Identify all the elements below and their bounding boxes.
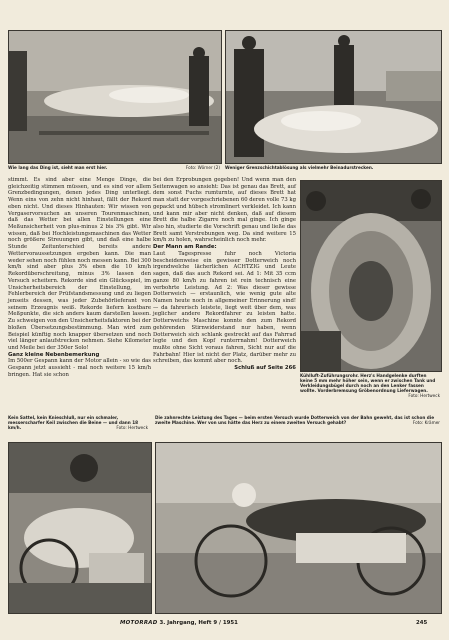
caption-text: Die zahnrechte Leistung des Tages — beim ersten Versuch wurde Dotterweich von der Bahn geweht, das ist schon die zweite Maschine. Wer von uns hätte das Herz zu einem zweiten Versuch gehabt?	[155, 415, 435, 425]
magazine-title: MOTORRAD	[120, 620, 158, 626]
caption-text: Kein Sattel, kein Knieschluß, nur ein schmaler, messerscharfer Keil zwischen die Beine — und dann 18 km/h.	[8, 415, 139, 430]
photo-credit: Foto: Hertweck	[116, 425, 148, 430]
caption-text: Wie lang das Ding ist, sieht man erst hier.	[8, 165, 108, 170]
caption-text: Kühlluft-Zuführungsrohr. Herz's Handgelenke durften keine 5 mm mehr höher sein, wenn er zwischen Tank und Verkleidungsbügel durch noch an den Lenker fassen wollte. Vorderbremsung Gröbenordnung Lieferwagen.	[300, 373, 436, 393]
article-column-left	[8, 177, 151, 379]
photo-credit: Foto: Hertweck	[408, 393, 440, 398]
caption-mid-right	[300, 373, 440, 398]
paragraph: stimmt. Es sind aber eine Menge Dinge, die gleichzeitig stimmen müssen, und es sind vor allem Grenzbedingungen, denen jedes Ding unterliegt. Wenn eins von zehn nicht hinhaut, fällt der Rekord eben nicht. Und dieses Hinhauten: Wir wissen von Vergaservorsuchen an unseren Tourenmaschinen, daß das Wetter bei allen Einstellungen eine Meßunsicherheit von plus-minus 2 bis 3% gibt. Wir wissen, daß bei Hochleistungsmaschinen das Wetter noch größere Streuungen gibt, und daß eine halbe Stunde Zeitunterschied bereits andere Wettervoraussetzungen ergeben kann. Die man weder sehen noch fühlen noch messen kann. Bei 300 km/h sind aber plus 3% eben die 10 km/h Rekordüberschreitung, minus 3% lassen den Versuch scheitern. Rekorde sind ein Glücksspiel, im Unsicherheitsbereich der Einstellung, im Fehlerbereich der Prüfstandsmessung und zu liegen jenseits dessen, was jeder Zubehörlieferant von seinem Erzeugnis weiß. Rekorde liefern kostbare Meßpunkte, die sich anders kaum darstellen lassen. Zu schweigen von den Unsicherheitsfaktoren bei der bloßen Übersetzungsbestimmung. Man wird zum Beispiel künftig noch knapper übersetzen und noch viel länger anlaufstrecken nehmen. Siehe Kilometer und Meile bei der 350er Solo!	[8, 177, 151, 351]
caption-top-right	[225, 165, 440, 170]
photo-cockpit-fairing	[300, 180, 442, 372]
caption-top-left	[8, 165, 220, 170]
caption-bottom-right	[155, 415, 440, 425]
page-footer	[120, 620, 238, 626]
caption-text: Weniger Grenzschichtablösung als vielmehr Beinadurstrecken.	[225, 165, 374, 170]
page-number: 245	[416, 620, 428, 626]
photo-rider-record-bicycle	[155, 442, 442, 614]
paragraph: bei den Erprobungen gegeben! Und wenn man den Seitenwagen so ansieht: Das ist genau das Brett, auf dem sonst Fuchs rumturnte, auf dieses Brett hat man statt der vorgeschriebenen 60 deren volle 73 kg gepackt und hübsch stromlinert verkleidet. Ich kann und kann mir aber nicht denken, daß auf diesem Brett die halbe Zigarre noch mal ginge. Ich ginge also hin, studierte die Vorschrift genau und ließe das Brett samt Verstrebungen weg. Da sind weitere 15 km/h zu holen, wahrscheinlich noch mehr.	[153, 177, 296, 244]
photo-credit: Foto: Wörner (2)	[185, 165, 220, 170]
article-column-middle	[153, 177, 296, 372]
section-heading: Ganz kleine Nebenbemerkung	[8, 351, 100, 358]
continuation-note: Schluß auf Seite 266	[234, 365, 296, 372]
issue-info: 3. Jahrgang, Heft 9 / 1951	[159, 620, 238, 626]
caption-bottom-left	[8, 415, 148, 430]
paragraph: Im 500er Gespann kann der Motor allein - so wie das Gespann jetzt aussieht - mal noch weitere 15 km/h bringen. Hat sie schon	[8, 358, 152, 378]
section-heading: Der Mann am Rande:	[153, 244, 217, 251]
photo-riders-streamliner	[225, 30, 442, 164]
photo-bicycle-seat	[8, 442, 152, 614]
paragraph: Laut Tagespresse fuhr noch Victoria bescheidenweise ein gewisser Dotterweich noch irgendwelche lächerlichen ACHTZIG und Leute sagen, daß das auch Rekord sei. Ad 1: Mit 35 ccm ganze 80 km/h zu fahren ist rein technisch eine verbohrte Leistung. Ad 2: Was dieser gewisse Dotterweich — erstaunlich, wie wenig gute alte Namen heute noch in allgemeiner Erinnerung sind! — da fahrerisch leistete, liegt weit über dem, was jeglicher andere Rekordfahrer zu leisten hatte. Dotterweichs Maschine konnte den zum Rekord gehörenden Stirnwiderstand nur haben, wenn Dotterweich sich schlank gestreckt auf das Fahrrad legte und den Kopf runterrnahm! Dotterweich mußte ohne Sicht voraus fahren, Sicht nur auf die Fahrbahn! Hier ist nicht der Platz, darüber mehr zu schreiben, das kommt aber noch.	[153, 250, 296, 365]
photo-credit: Foto: Krämer	[412, 420, 440, 425]
photo-streamliner-side	[8, 30, 222, 164]
